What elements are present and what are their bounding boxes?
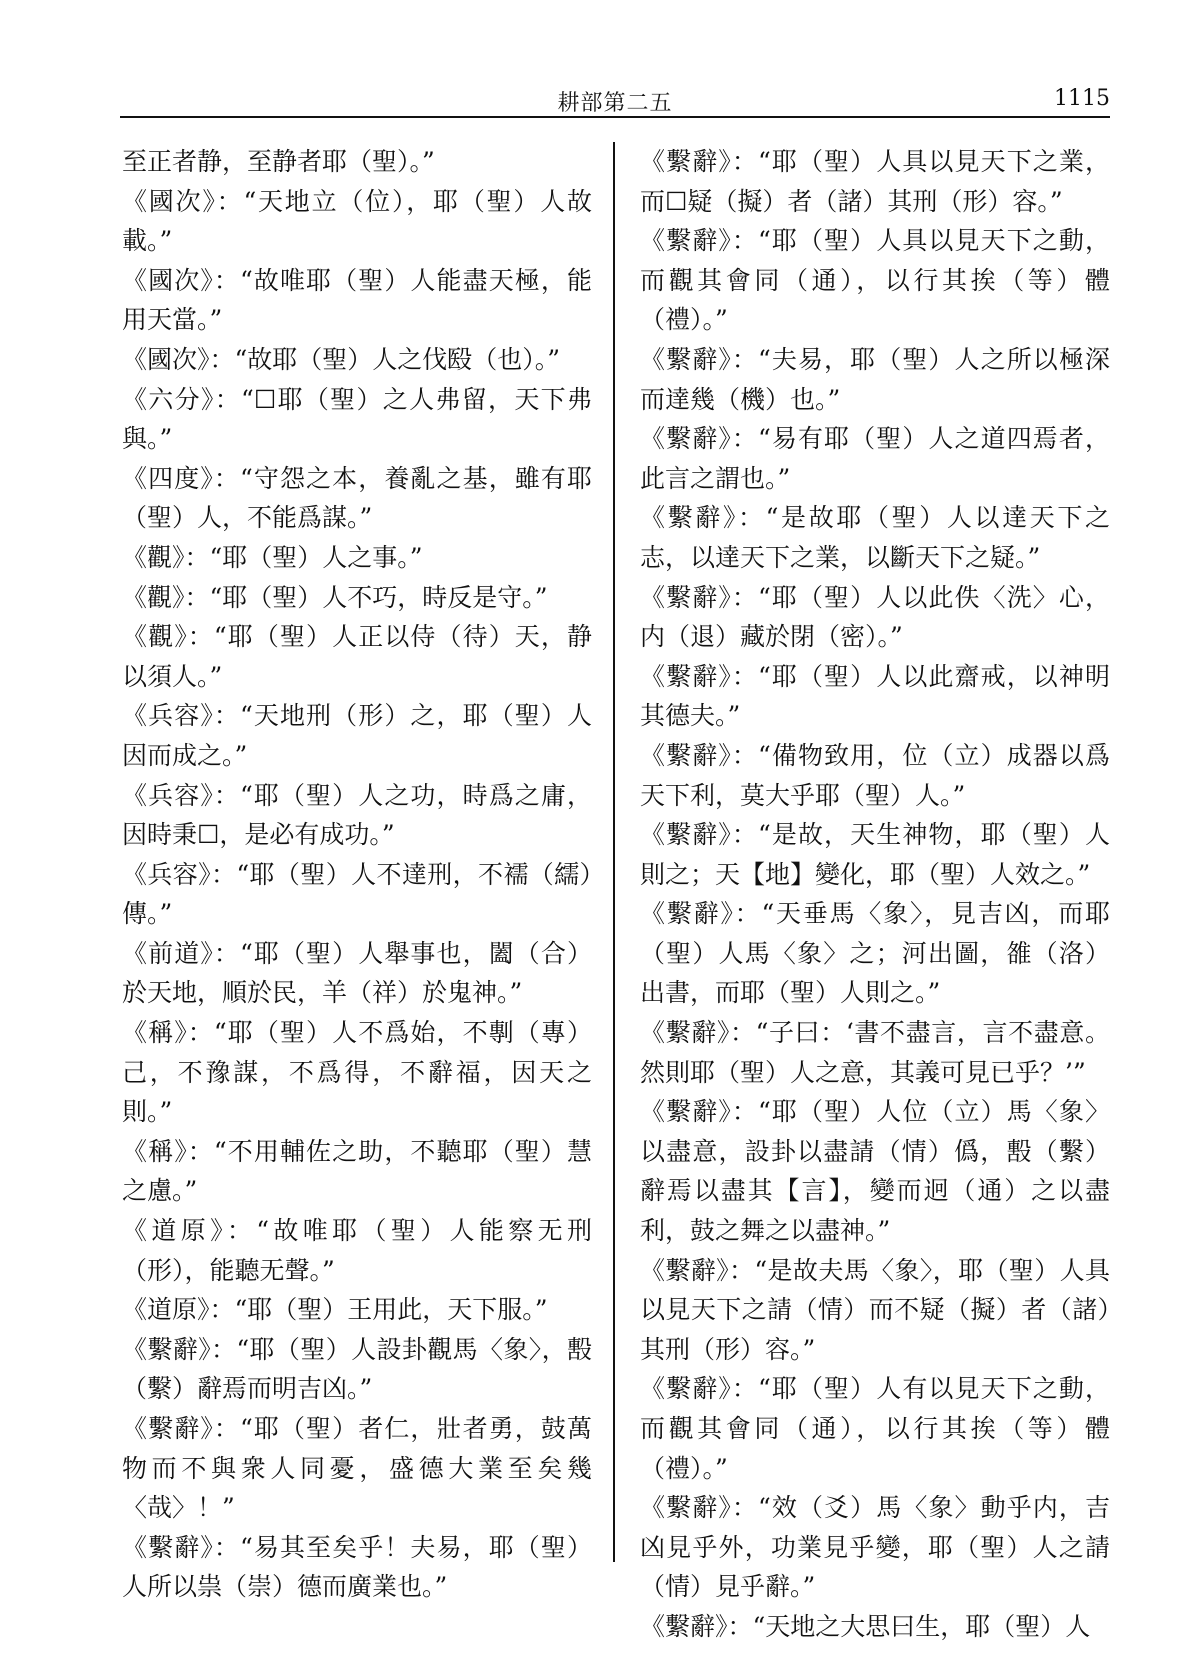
running-title: 耕部第二五 bbox=[557, 91, 673, 116]
entry: 《繫辭》：“天地之大思曰生，耶（聖）人 bbox=[640, 1611, 1091, 1641]
entry: 《四度》：“守怨之本，養亂之基，雖有耶（聖）人，不能爲謀。” bbox=[122, 463, 592, 533]
entry: 《觀》：“耶（聖）人不巧，時反是守。” bbox=[122, 582, 548, 612]
entry: 《繫辭》：“耶（聖）人有以見天下之動，而觀其會同（通），以行其挨（等）體（禮）。” bbox=[640, 1374, 1110, 1483]
header-rule bbox=[120, 116, 1110, 118]
entry: 《觀》：“耶（聖）人正以侍（待）天，静以須人。” bbox=[122, 622, 592, 691]
entry: 《觀》：“耶（聖）人之事。” bbox=[122, 542, 423, 572]
entry: 《繫辭》：“是故耶（聖）人以達天下之志，以達天下之業，以斷天下之疑。” bbox=[640, 503, 1110, 572]
entry: 《國次》：“故唯耶（聖）人能盡天極，能用天當。” bbox=[122, 265, 592, 335]
entry: 《道原》：“故唯耶（聖）人能察无刑（形），能聽无聲。” bbox=[122, 1216, 592, 1285]
entry: 《繫辭》：“耶（聖）人設卦觀馬〈象〉，毄（繫）辭焉而明吉凶。” bbox=[122, 1334, 592, 1404]
page-number: 1115 bbox=[1054, 86, 1110, 111]
entry: 《繫辭》：“是故，天生神物，耶（聖）人則之；天【地】變化，耶（聖）人效之。” bbox=[640, 820, 1110, 889]
entry: 《繫辭》：“易其至矣乎！夫易，耶（聖）人所以祟（崇）德而廣業也。” bbox=[122, 1532, 592, 1602]
entry: 《國次》：“天地立（位），耶（聖）人故載。” bbox=[122, 186, 592, 256]
entry: 《道原》：“耶（聖）王用此，天下服。” bbox=[122, 1295, 548, 1325]
entry: 《繫辭》：“耶（聖）人具以見天下之動，而觀其會同（通），以行其挨（等）體（禮）。” bbox=[640, 226, 1110, 335]
entry: 《稱》：“不用輔佐之助，不聽耶（聖）慧之慮。” bbox=[122, 1136, 592, 1206]
entry: 《繫辭》：“效（爻）馬〈象〉動乎内，吉凶見乎外，功業見乎變，耶（聖）人之請（情）見乎辭。” bbox=[640, 1493, 1110, 1602]
entry: 《繫辭》：“耶（聖）人以此齋戒，以神明其德夫。” bbox=[640, 661, 1110, 731]
entry: 《兵容》：“天地刑（形）之，耶（聖）人因而成之。” bbox=[122, 701, 592, 770]
entry: 《繫辭》：“耶（聖）人具以見天下之業，而☐疑（擬）者（諸）其刑（形）容。” bbox=[640, 147, 1110, 216]
entry: 《繫辭》：“是故夫馬〈象〉，耶（聖）人具以見天下之請（情）而不疑（擬）者（諸）其刑（形）容。” bbox=[640, 1255, 1110, 1364]
entry: 《繫辭》：“耶（聖）人位（立）馬〈象〉以盡意，設卦以盡請（情）僞，毄（繫）辭焉以盡其【言】，變而迥（通）之以盡利，鼓之舞之以盡神。” bbox=[640, 1097, 1110, 1246]
entry: 《繫辭》：“備物致用，位（立）成器以爲天下利，莫大乎耶（聖）人。” bbox=[640, 740, 1110, 810]
entry: 《前道》：“耶（聖）人舉事也，闔（合）於天地，順於民，羊（祥）於鬼神。” bbox=[122, 938, 592, 1008]
entry: 《六分》：“☐耶（聖）之人弗留，天下弗與。” bbox=[122, 384, 592, 454]
column-divider bbox=[613, 142, 615, 1562]
left-column bbox=[122, 142, 592, 1607]
entry: 至正者静，至静者耶（聖）。” bbox=[122, 147, 435, 176]
entry: 《稱》：“耶（聖）人不爲始，不剸（專）己，不豫謀，不爲得，不辭福，因天之則。” bbox=[122, 1018, 592, 1127]
entry: 《繫辭》：“易有耶（聖）人之道四焉者，此言之謂也。” bbox=[640, 424, 1110, 493]
entry: 《繫辭》：“夫易，耶（聖）人之所以極深而達幾（機）也。” bbox=[640, 344, 1110, 414]
entry: 《繫辭》：“子曰：‘書不盡言，言不盡意。然則耶（聖）人之意，其義可見已乎？’” bbox=[640, 1018, 1110, 1087]
entry: 《兵容》：“耶（聖）人不達刑，不襦（繻）傳。” bbox=[122, 859, 592, 929]
entry: 《國次》：“故耶（聖）人之伐殹（也）。” bbox=[122, 344, 561, 374]
entry: 《繫辭》：“耶（聖）者仁，壯者勇，鼓萬物而不與衆人同憂，盛德大業至矣幾〈哉〉！” bbox=[122, 1414, 592, 1523]
entry: 《繫辭》：“天垂馬〈象〉，見吉凶，而耶（聖）人馬〈象〉之；河出圖，雒（洛）出書，而耶（聖）人則之。” bbox=[640, 899, 1110, 1008]
entry: 《兵容》：“耶（聖）人之功，時爲之庸，因時秉☐，是必有成功。” bbox=[122, 780, 592, 850]
right-column bbox=[640, 142, 1110, 1647]
entry: 《繫辭》：“耶（聖）人以此佚〈洗〉心，内（退）藏於閉（密）。” bbox=[640, 582, 1110, 652]
page-header bbox=[120, 80, 1110, 116]
